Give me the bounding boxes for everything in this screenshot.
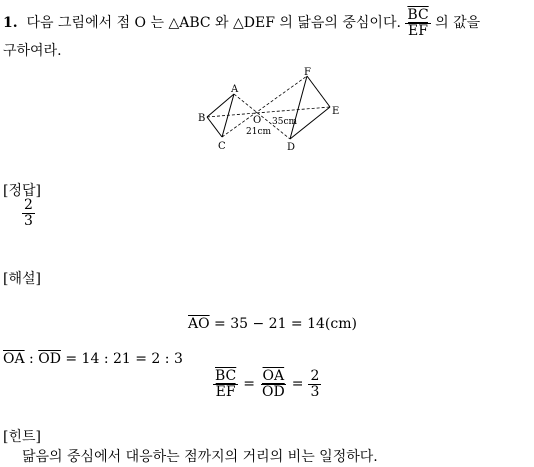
solution-heading: [해설] <box>3 271 41 287</box>
segment-od: $\overline{OD}$ <box>38 351 61 367</box>
label-d: D <box>287 142 296 153</box>
fraction-denominator: EF <box>408 22 428 39</box>
problem-text: 다음 그림에서 점 O 는 △ABC 와 △DEF 의 닮음의 중심이다. <box>26 15 401 32</box>
answer-heading: [정답] <box>3 183 41 199</box>
label-o: O <box>253 115 262 126</box>
fraction-oa: $\overline{OA}$ <box>262 368 285 384</box>
equation-1-rhs: = 35 − 21 = 14(cm) <box>209 316 357 332</box>
problem-line-1 <box>3 8 480 38</box>
ratio-separator: : <box>24 351 39 367</box>
answer-denominator: 3 <box>24 212 33 229</box>
fraction-three: 3 <box>310 383 320 400</box>
ratio-result: = 14 : 21 = 2 : 3 <box>60 351 183 367</box>
equals-sign: = <box>243 376 255 393</box>
fraction-od: OD <box>262 383 285 400</box>
label-length-ao: 21cm <box>246 127 272 137</box>
problem-fraction <box>405 8 430 38</box>
hint-heading: [힌트] <box>3 429 41 445</box>
fraction-numerator: $\overline{BC}$ <box>407 7 429 23</box>
answer-value <box>22 198 35 228</box>
label-length-do: 35cm <box>272 117 298 127</box>
label-e: E <box>332 106 340 117</box>
fraction-two: 2 <box>310 368 320 384</box>
problem-number: 1. <box>3 15 18 32</box>
problem-text-after: 의 값을 <box>435 15 481 32</box>
solution-ratio <box>3 351 183 367</box>
segment-ao: $\overline{AO}$ <box>188 316 210 332</box>
label-f: F <box>304 67 311 78</box>
answer-numerator: 2 <box>24 197 33 213</box>
homothety-figure <box>190 64 350 156</box>
label-c: C <box>218 141 226 152</box>
fraction-bc: $\overline{BC}$ <box>215 368 237 384</box>
hint-text: 닮음의 중심에서 대응하는 점까지의 거리의 비는 일정하다. <box>22 449 378 465</box>
segment-oa: $\overline{OA}$ <box>3 351 25 367</box>
label-b: B <box>198 113 206 124</box>
label-a: A <box>231 84 239 95</box>
problem-line-2: 구하여라. <box>3 43 62 59</box>
equals-sign: = <box>291 376 304 393</box>
solution-equation-2 <box>213 369 321 399</box>
fraction-ef: EF <box>215 383 236 400</box>
solution-equation-1 <box>188 316 357 332</box>
